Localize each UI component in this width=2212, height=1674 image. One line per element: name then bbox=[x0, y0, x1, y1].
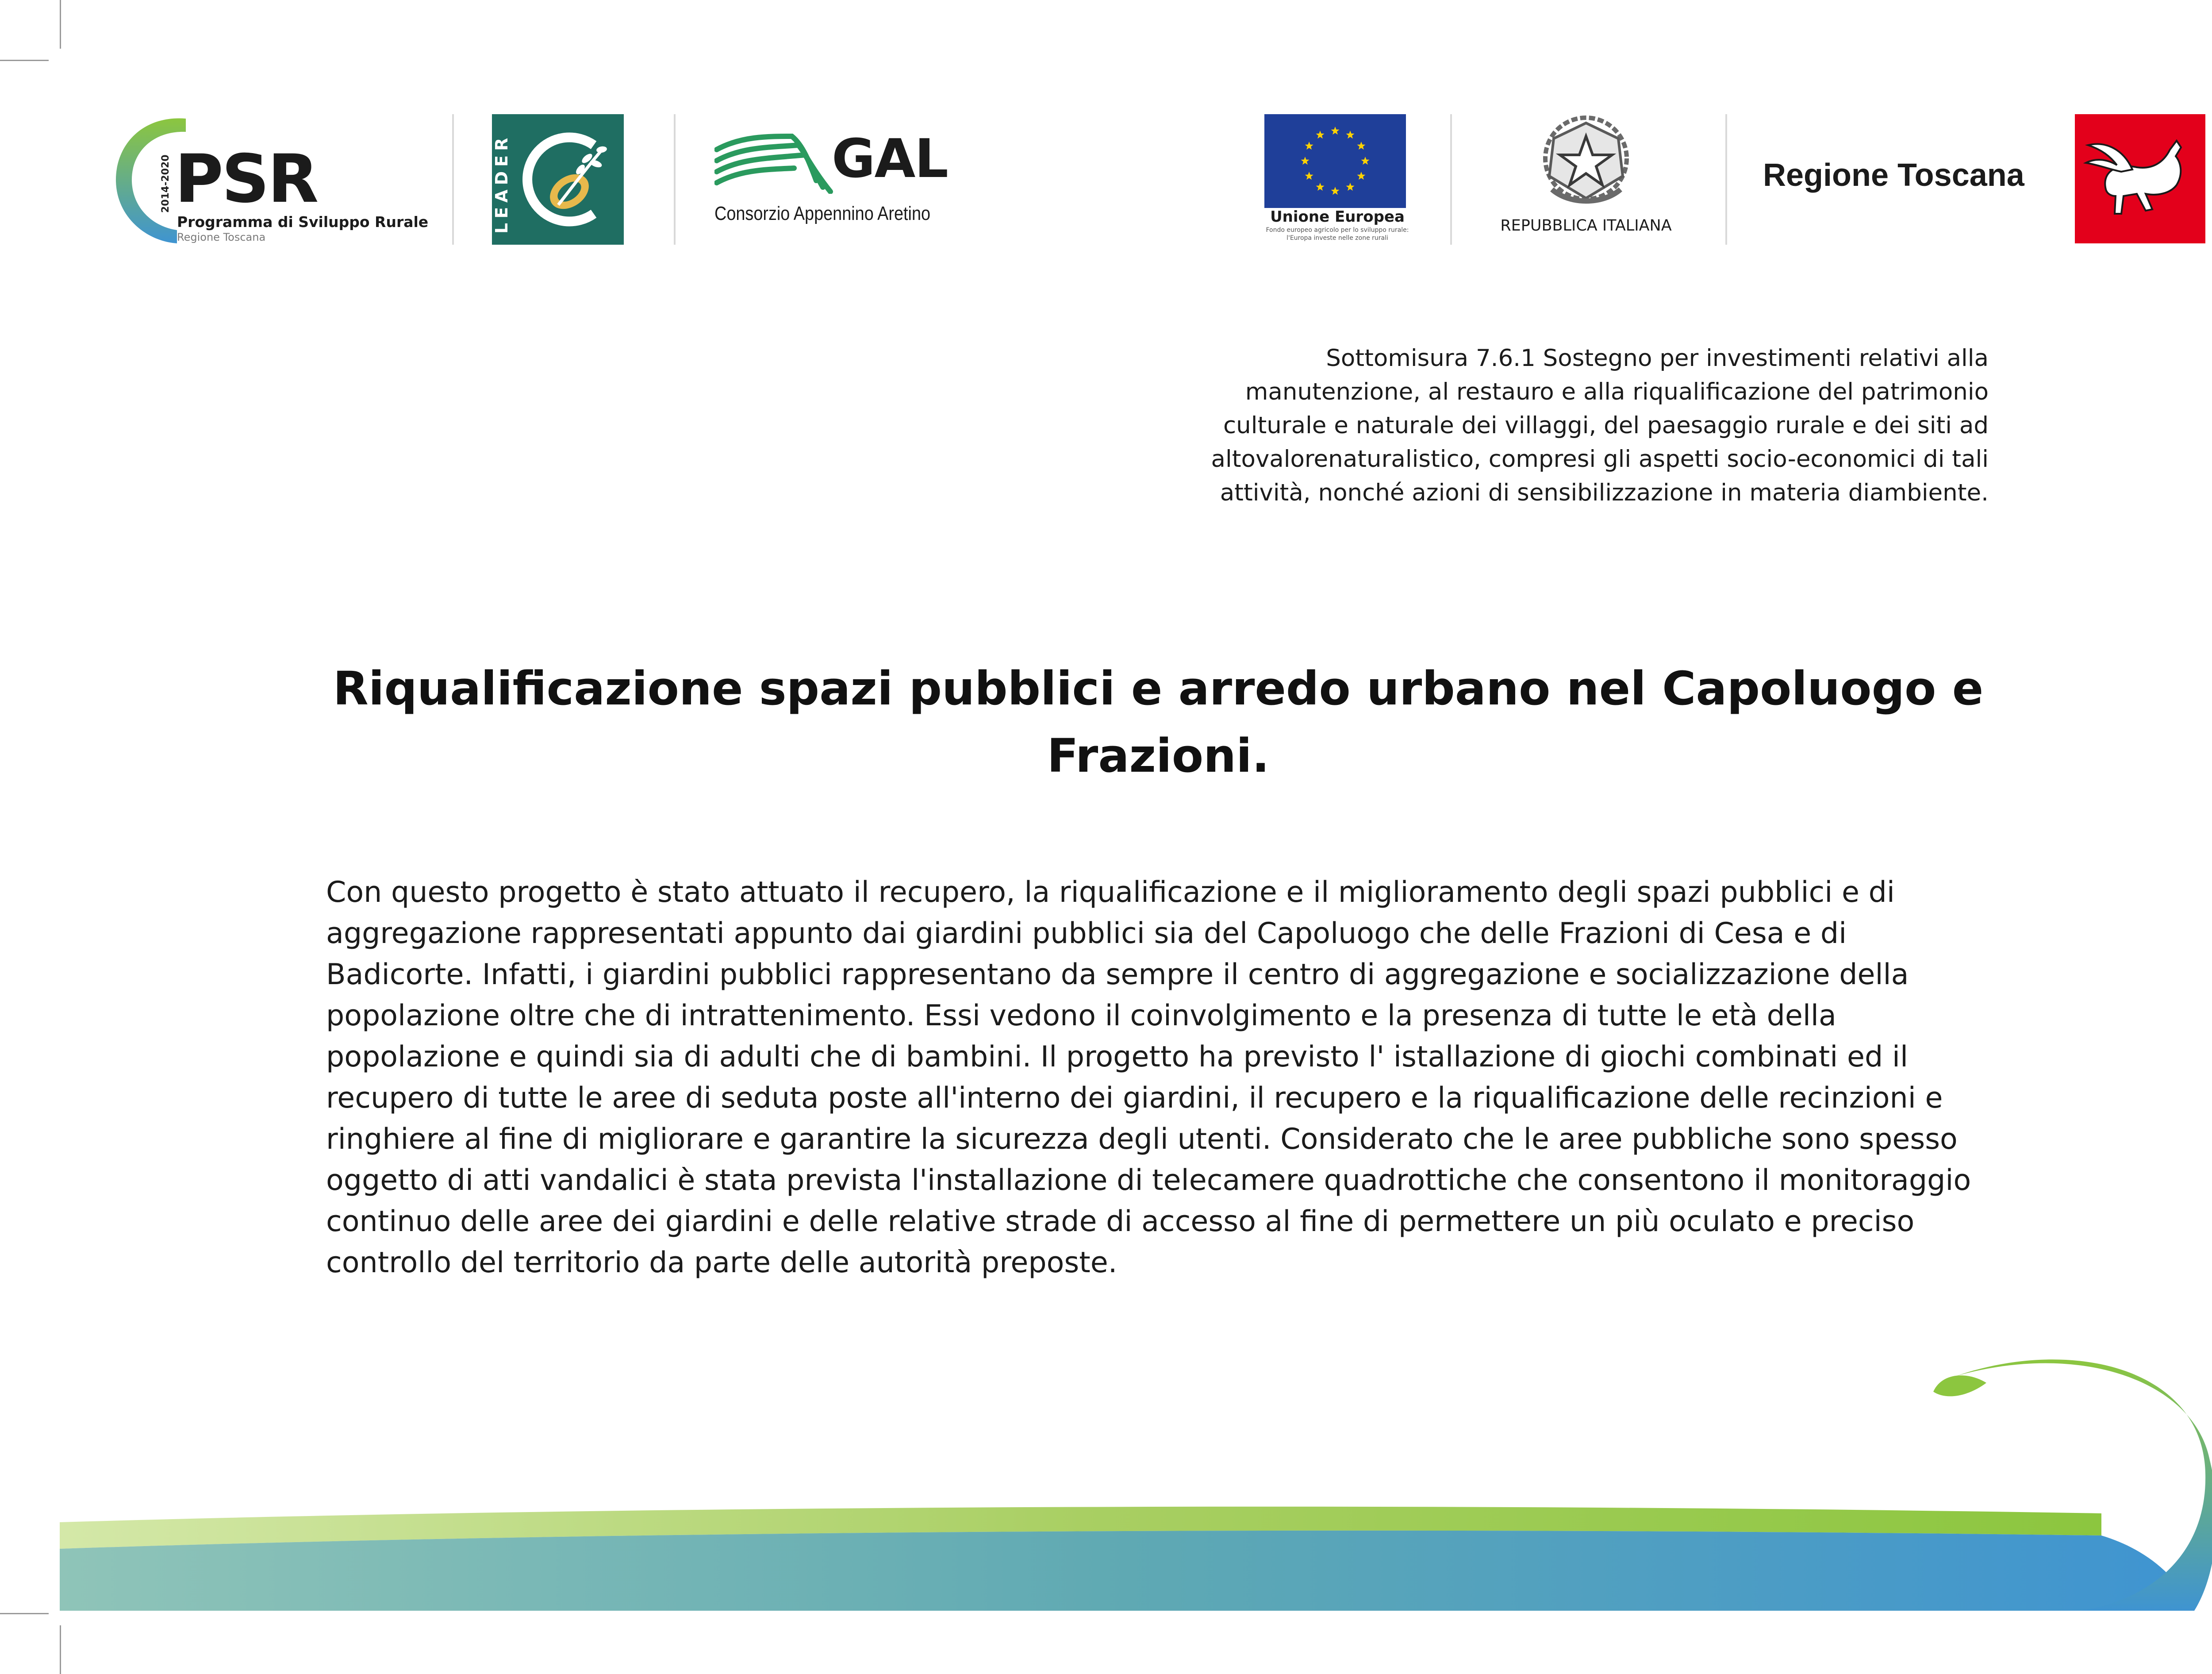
psr-years: 2014-2020 bbox=[160, 154, 171, 213]
decorative-wave-band bbox=[0, 1328, 2212, 1637]
wave-band-blue bbox=[60, 1531, 2194, 1611]
sottomisura-line: attività, nonché azioni di sensibilizzazione in materia diambiente. bbox=[1220, 479, 1989, 506]
project-description bbox=[326, 872, 2007, 1283]
eu-star-icon bbox=[1305, 142, 1313, 150]
eu-star-icon bbox=[1357, 172, 1365, 180]
regione-toscana-name: Regione Toscana bbox=[1763, 158, 2024, 193]
description-line: popolazione e quindi sia di adulti che di bambini. Il progetto ha previsto l' istallazione di giochi combinati ed il bbox=[326, 1040, 1909, 1074]
description-line: controllo del territorio da parte delle autorità preposte. bbox=[326, 1246, 1118, 1279]
logo-divider bbox=[1450, 114, 1452, 245]
eu-subtitle-line-1: Fondo europeo agricolo per lo sviluppo rurale: bbox=[1266, 227, 1409, 234]
sottomisura-line: Sottomisura 7.6.1 Sostegno per investimenti relativi alla bbox=[1326, 345, 1989, 372]
eu-star-icon bbox=[1331, 187, 1340, 195]
psr-wordmark: PSR bbox=[175, 141, 317, 218]
project-title-line: Riqualificazione spazi pubblici e arredo urbano nel Capoluogo e bbox=[333, 662, 1984, 716]
gal-waves-icon bbox=[714, 127, 834, 194]
eu-stars-icon bbox=[1264, 114, 1406, 208]
italian-emblem-icon bbox=[1539, 114, 1634, 209]
project-title bbox=[310, 655, 2007, 789]
leader-label: LEADER bbox=[492, 133, 511, 234]
eu-star-icon bbox=[1305, 172, 1313, 180]
psr-region: Regione Toscana bbox=[177, 231, 266, 243]
description-line: popolazione oltre che di intrattenimento. Essi vedono il coinvolgimento e la presenza di tutte le età della bbox=[326, 999, 1836, 1032]
crop-mark-top-left-h bbox=[0, 60, 49, 61]
description-line: Badicorte. Infatti, i giardini pubblici rappresentano da sempre il centro di aggregazione e socializzazione della bbox=[326, 958, 1909, 991]
logo-divider bbox=[1725, 114, 1727, 245]
description-line: continuo delle aree dei giardini e delle relative strade di accesso al fine di permettere un più oculato e preciso bbox=[326, 1205, 1915, 1238]
logo-divider bbox=[674, 114, 676, 245]
eu-star-icon bbox=[1316, 131, 1325, 139]
description-line: oggetto di atti vandalici è stata prevista l'installazione di telecamere quadrottiche che consentono il monitoraggio bbox=[326, 1164, 1971, 1197]
eu-star-icon bbox=[1316, 183, 1325, 191]
eu-star-icon bbox=[1346, 131, 1355, 139]
eu-star-icon bbox=[1331, 127, 1340, 135]
project-title-line: Frazioni. bbox=[1047, 729, 1270, 783]
eu-star-icon bbox=[1346, 183, 1355, 191]
eu-title: Unione Europea bbox=[1270, 208, 1405, 226]
sottomisura-text bbox=[1148, 342, 1989, 510]
crop-mark-top-left-v bbox=[60, 0, 61, 49]
eu-star-icon bbox=[1361, 157, 1370, 165]
description-line: Con questo progetto è stato attuato il recupero, la riqualificazione e il miglioramento degli spazi pubblici e di bbox=[326, 876, 1895, 909]
description-line: recupero di tutte le aree di seduta poste all'interno dei giardini, il recupero e la riqualificazione delle recinzioni e bbox=[326, 1081, 1943, 1115]
description-line: aggregazione rappresentati appunto dai giardini pubblici sia del Capoluogo che delle Frazioni di Cesa e di bbox=[326, 917, 1847, 950]
sottomisura-line: manutenzione, al restauro e alla riqualificazione del patrimonio bbox=[1245, 378, 1989, 405]
leaf-icon bbox=[1933, 1375, 1986, 1396]
eu-star-icon bbox=[1301, 157, 1310, 165]
sottomisura-line: altovalorenaturalistico, compresi gli aspetti socio-economici di tali bbox=[1211, 446, 1989, 473]
eu-subtitle-line-2: l'Europa investe nelle zone rurali bbox=[1286, 235, 1388, 242]
logo-divider bbox=[452, 114, 454, 245]
gal-subtitle: Consorzio Appennino Aretino bbox=[714, 203, 931, 224]
gal-wordmark: GAL bbox=[832, 128, 948, 190]
description-line: ringhiere al fine di migliorare e garantire la sicurezza degli utenti. Considerato che le aree pubbliche sono spesso bbox=[326, 1123, 1958, 1156]
sottomisura-line: culturale e naturale dei villaggi, del paesaggio rurale e dei siti ad bbox=[1223, 412, 1989, 439]
repubblica-italiana-caption: REPUBBLICA ITALIANA bbox=[1500, 217, 1672, 235]
leader-emblem-icon bbox=[492, 114, 624, 245]
eu-star-icon bbox=[1357, 142, 1365, 150]
psr-subtitle: Programma di Sviluppo Rurale bbox=[177, 213, 429, 231]
pegasus-icon bbox=[2075, 114, 2205, 243]
